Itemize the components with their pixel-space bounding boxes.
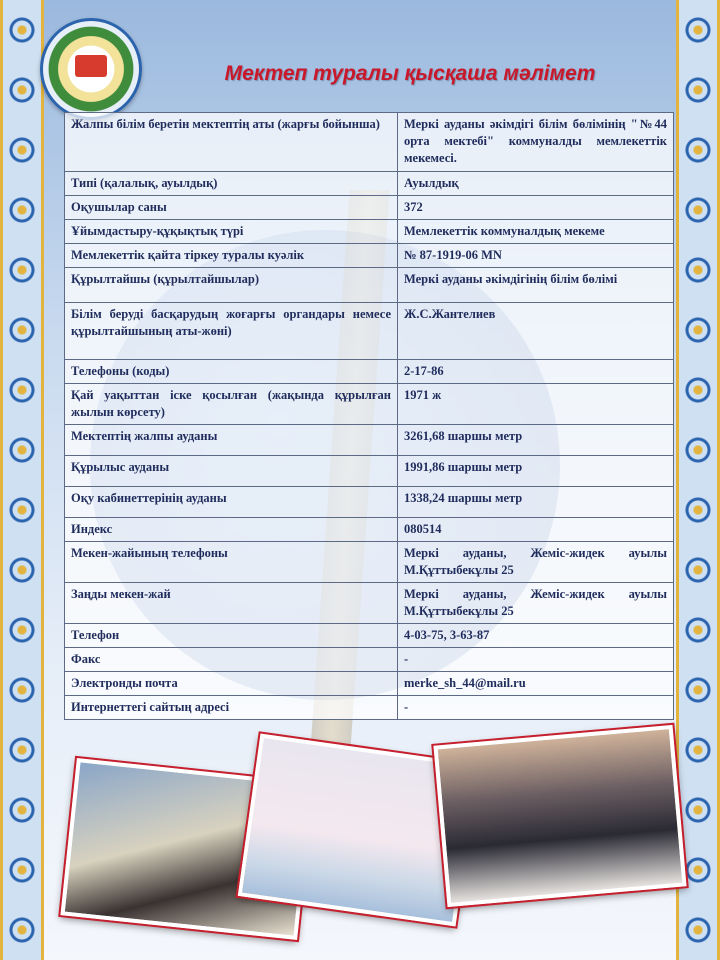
table-row bbox=[65, 672, 674, 696]
table-row bbox=[65, 244, 674, 268]
row-value: 3261,68 шаршы метр bbox=[398, 425, 674, 456]
row-value: 1971 ж bbox=[398, 384, 674, 425]
right-ornament-border bbox=[676, 0, 720, 960]
school-info-table bbox=[64, 112, 674, 720]
table-row bbox=[65, 456, 674, 487]
row-value: Ауылдық bbox=[398, 172, 674, 196]
table-row bbox=[65, 624, 674, 648]
table-row bbox=[65, 696, 674, 720]
row-value: Меркі ауданы, Жеміс-жидек ауылы М.Құттыбекұлы 25 bbox=[398, 542, 674, 583]
row-value: merke_sh_44@mail.ru bbox=[398, 672, 674, 696]
row-value: Меркі ауданы әкімдігінің білім бөлімі bbox=[398, 268, 674, 303]
row-label: Электронды почта bbox=[65, 672, 398, 696]
row-value: Меркі ауданы, Жеміс-жидек ауылы М.Құттыбекұлы 25 bbox=[398, 583, 674, 624]
table-row bbox=[65, 113, 674, 172]
row-value: 1338,24 шаршы метр bbox=[398, 487, 674, 518]
row-label: Мектептің жалпы ауданы bbox=[65, 425, 398, 456]
row-value: 1991,86 шаршы метр bbox=[398, 456, 674, 487]
row-label: Факс bbox=[65, 648, 398, 672]
group-photo bbox=[433, 725, 686, 907]
table-row bbox=[65, 425, 674, 456]
table-row bbox=[65, 172, 674, 196]
row-label: Жалпы білім беретін мектептің аты (жарғы бойынша) bbox=[65, 113, 398, 172]
school-emblem-icon bbox=[40, 18, 142, 120]
table-row bbox=[65, 360, 674, 384]
row-value: 080514 bbox=[398, 518, 674, 542]
row-label: Мемлекеттік қайта тіркеу туралы куәлік bbox=[65, 244, 398, 268]
row-label: Телефоны (коды) bbox=[65, 360, 398, 384]
row-label: Типі (қалалық, ауылдық) bbox=[65, 172, 398, 196]
row-value: 372 bbox=[398, 196, 674, 220]
row-label: Құрылыс ауданы bbox=[65, 456, 398, 487]
row-label: Білім беруді басқарудың жоғарғы органдары немесе құрылтайшының аты-жөні) bbox=[65, 303, 398, 360]
row-label: Телефон bbox=[65, 624, 398, 648]
table-row bbox=[65, 542, 674, 583]
table-row bbox=[65, 196, 674, 220]
row-value: 4-03-75, 3-63-87 bbox=[398, 624, 674, 648]
left-ornament-border bbox=[0, 0, 44, 960]
row-label: Индекс bbox=[65, 518, 398, 542]
table-row bbox=[65, 220, 674, 244]
table-row bbox=[65, 268, 674, 303]
table-row bbox=[65, 583, 674, 624]
row-label: Қай уақыттан іске қосылған (жақында құрылған жылын көрсету) bbox=[65, 384, 398, 425]
row-label: Оқу кабинеттерінің ауданы bbox=[65, 487, 398, 518]
table-row bbox=[65, 518, 674, 542]
row-value: № 87-1919-06 MN bbox=[398, 244, 674, 268]
row-value: - bbox=[398, 648, 674, 672]
row-label: Оқушылар саны bbox=[65, 196, 398, 220]
table-row bbox=[65, 384, 674, 425]
row-value: Ж.С.Жантелиев bbox=[398, 303, 674, 360]
page-title: Мектеп туралы қысқаша мәлімет bbox=[224, 62, 596, 85]
row-value: Меркі ауданы әкімдігі білім бөлімінің "№44 орта мектебі" коммуналды мемлекеттік мекемесі. bbox=[398, 113, 674, 172]
table-row bbox=[65, 303, 674, 360]
table-row bbox=[65, 648, 674, 672]
row-label: Интернеттегі сайтың адресі bbox=[65, 696, 398, 720]
row-value: 2-17-86 bbox=[398, 360, 674, 384]
table-row bbox=[65, 487, 674, 518]
row-label: Мекен-жайының телефоны bbox=[65, 542, 398, 583]
row-label: Ұйымдастыру-құқықтық түрі bbox=[65, 220, 398, 244]
row-label: Құрылтайшы (құрылтайшылар) bbox=[65, 268, 398, 303]
row-value: Мемлекеттік коммуналдық мекеме bbox=[398, 220, 674, 244]
row-label: Заңды мекен-жай bbox=[65, 583, 398, 624]
row-value: - bbox=[398, 696, 674, 720]
